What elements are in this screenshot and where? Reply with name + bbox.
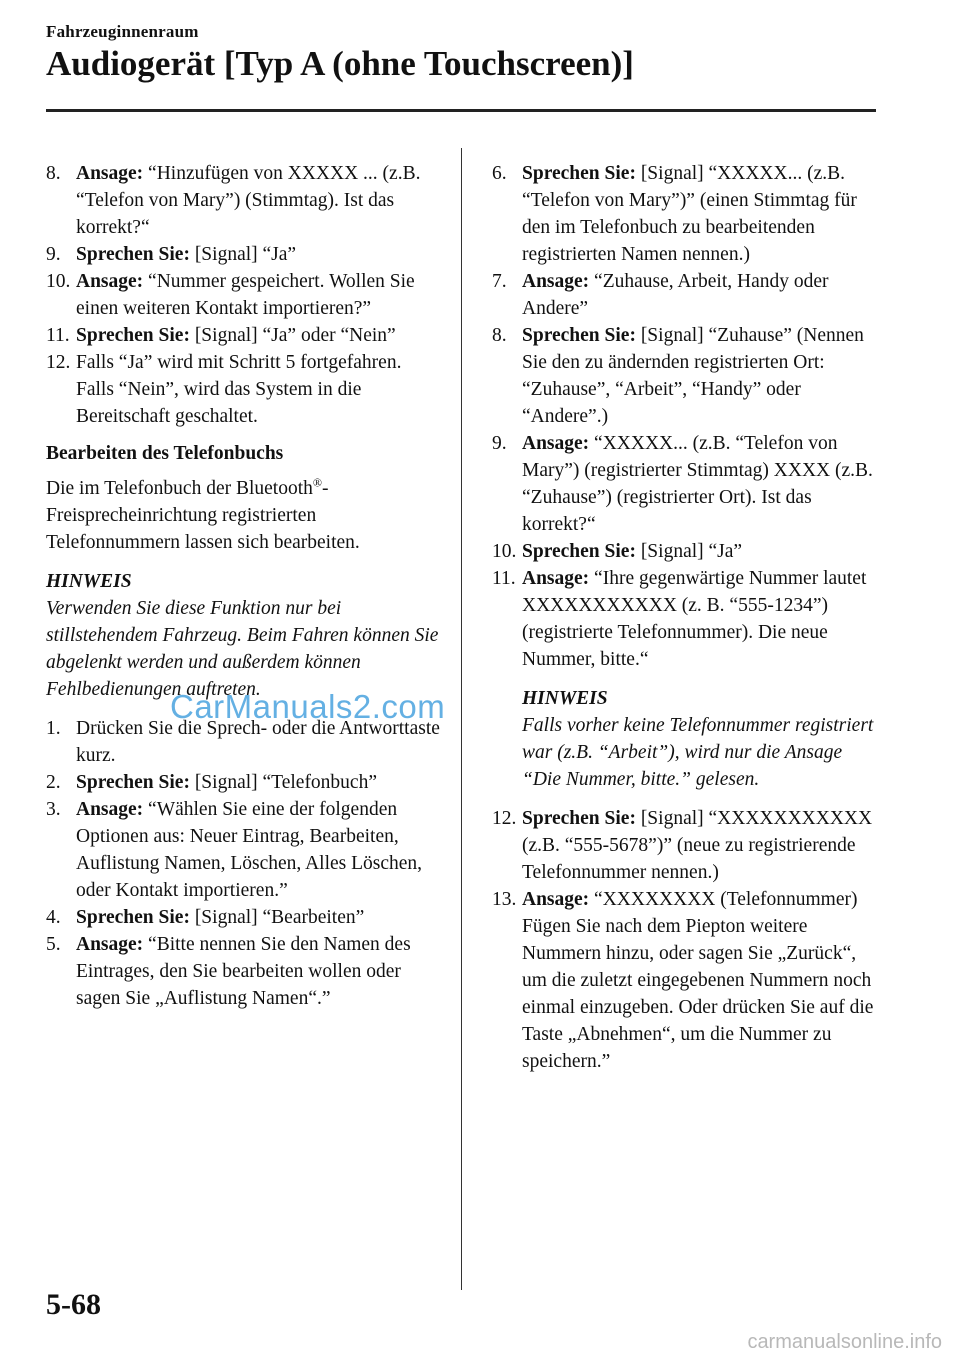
step-label: Sprechen Sie: <box>522 163 636 184</box>
step-number: 8. <box>46 163 61 184</box>
step-text: “Nummer gespeichert. Wollen Sie einen weiteren Kontakt importieren?” <box>76 271 415 319</box>
section-heading: Bearbeiten des Telefonbuchs <box>46 443 284 464</box>
step-text: “Bitte nennen Sie den Namen des Eintrages, den Sie bearbeiten wollen oder sagen Sie „Auflistung Namen“.” <box>76 934 411 1009</box>
column-divider <box>461 148 462 1290</box>
step-text: [Signal] “Zuhause” (Nennen Sie den zu ändernden registrierten Ort: “Zuhause”, “Arbeit”, “Handy” oder “Andere”.) <box>522 325 864 427</box>
step-list <box>46 160 446 430</box>
step-number: 12. <box>46 352 71 373</box>
step-list <box>492 805 882 1075</box>
footer-url: carmanualsonline.info <box>747 1331 942 1353</box>
step-item <box>46 769 446 796</box>
step-item <box>492 565 882 673</box>
step-number: 10. <box>46 271 71 292</box>
step-text: “XXXXX... (z.B. “Telefon von Mary”) (registrierter Stimmtag) XXXX (z.B. “Zuhause”) (registrierter Ort). Ist das korrekt?“ <box>522 433 873 535</box>
step-number: 8. <box>492 325 507 346</box>
step-number: 11. <box>492 568 516 589</box>
step-list <box>492 160 882 673</box>
step-label: Sprechen Sie: <box>522 541 636 562</box>
intro-paragraph <box>46 475 446 556</box>
step-number: 10. <box>492 541 517 562</box>
step-number: 3. <box>46 799 61 820</box>
note-text: Verwenden Sie diese Funktion nur bei stillstehendem Fahrzeug. Beim Fahren können Sie abgelenkt werden und außerdem können Fehlbedienungen auftreten. <box>46 598 439 700</box>
step-item <box>492 322 882 430</box>
step-number: 13. <box>492 889 517 910</box>
step-item <box>492 886 882 1075</box>
step-item <box>492 268 882 322</box>
step-extra-text: Falls “Nein”, wird das System in die Bereitschaft geschaltet. <box>76 379 362 427</box>
step-text: [Signal] “Ja” <box>635 541 743 562</box>
step-text: “Ihre gegenwärtige Nummer lautet XXXXXXXXXXX (z. B. “555-1234”) (registrierte Telefonnummer). Die neue Nummer, bitte.“ <box>522 568 867 670</box>
step-text: [Signal] “XXXXX... (z.B. “Telefon von Mary”)” (einen Stimmtag für den im Telefonbuch zu bearbeitenden registrierten Namen nennen.) <box>522 163 857 265</box>
step-item <box>46 322 446 349</box>
step-item <box>46 241 446 268</box>
step-label: Ansage: <box>522 433 590 454</box>
step-number: 1. <box>46 718 61 739</box>
step-label: Sprechen Sie: <box>522 808 636 829</box>
step-label: Sprechen Sie: <box>76 772 190 793</box>
step-label: Sprechen Sie: <box>76 244 190 265</box>
step-number: 9. <box>492 433 507 454</box>
page-title: Audiogerät [Typ A (ohne Touchscreen)] <box>46 44 634 83</box>
note-heading: HINWEIS <box>522 688 608 709</box>
step-text: [Signal] “XXXXXXXXXXX (z.B. “555-5678”)” (neue zu registrierende Telefonnummer nennen.) <box>522 808 873 883</box>
note-box <box>492 685 882 793</box>
step-label: Ansage: <box>76 163 144 184</box>
step-number: 5. <box>46 934 61 955</box>
step-number: 2. <box>46 772 61 793</box>
step-item <box>46 796 446 904</box>
step-label: Ansage: <box>76 799 144 820</box>
note-text: Falls vorher keine Telefonnummer registriert war (z.B. “Arbeit”), wird nur die Ansage “Die Nummer, bitte.” gelesen. <box>522 715 874 790</box>
step-text: [Signal] “Telefonbuch” <box>189 772 377 793</box>
step-number: 9. <box>46 244 61 265</box>
step-text: “XXXXXXXX (Telefonnummer) Fügen Sie nach dem Piepton weitere Nummern hinzu, oder sagen Sie „Zurück“, um die zuletzt eingegebenen Nummern noch einmal einzugeben. Oder drücken Sie auf die Taste „Abnehmen“, um die Nummer zu speichern.” <box>522 889 874 1072</box>
title-rule <box>46 109 876 112</box>
step-text: [Signal] “Bearbeiten” <box>189 907 365 928</box>
step-item <box>492 160 882 268</box>
step-label: Ansage: <box>76 934 144 955</box>
step-number: 11. <box>46 325 70 346</box>
note-heading: HINWEIS <box>46 571 132 592</box>
section-label: Fahrzeuginnenraum <box>46 22 199 41</box>
step-item <box>46 349 446 430</box>
note-box <box>46 568 446 703</box>
step-item <box>492 430 882 538</box>
step-label: Ansage: <box>76 271 144 292</box>
step-number: 6. <box>492 163 507 184</box>
step-item <box>492 805 882 886</box>
step-item <box>492 538 882 565</box>
step-list <box>46 715 446 1012</box>
step-text: Drücken Sie die Sprech- oder die Antworttaste kurz. <box>76 718 440 766</box>
step-text: “Hinzufügen von XXXXX ... (z.B. “Telefon von Mary”) (Stimmtag). Ist das korrekt?“ <box>76 163 421 238</box>
paragraph-text: -Freisprecheinrichtung registrierten Telefonnummern lassen sich bearbeiten. <box>46 478 360 553</box>
step-number: 7. <box>492 271 507 292</box>
step-text: “Zuhause, Arbeit, Handy oder Andere” <box>522 271 829 319</box>
step-number: 4. <box>46 907 61 928</box>
step-label: Sprechen Sie: <box>76 325 190 346</box>
left-column <box>46 160 446 1012</box>
page-number: 5-68 <box>46 1288 101 1321</box>
step-number: 12. <box>492 808 517 829</box>
step-text: Falls “Ja” wird mit Schritt 5 fortgefahren. <box>76 352 402 373</box>
step-text: [Signal] “Ja” <box>189 244 297 265</box>
step-label: Ansage: <box>522 271 590 292</box>
paragraph-text: Die im Telefonbuch der Bluetooth <box>46 478 313 499</box>
step-item <box>46 268 446 322</box>
step-item <box>46 931 446 1012</box>
right-column <box>492 160 882 1075</box>
step-label: Sprechen Sie: <box>76 907 190 928</box>
registered-mark: ® <box>312 475 323 490</box>
step-label: Sprechen Sie: <box>522 325 636 346</box>
step-item <box>46 160 446 241</box>
step-text: “Wählen Sie eine der folgenden Optionen aus: Neuer Eintrag, Bearbeiten, Auflistung Namen, Löschen, Alles Löschen, oder Kontakt importieren.” <box>76 799 423 901</box>
watermark-logo: CarManuals2.com <box>170 688 446 725</box>
step-label: Ansage: <box>522 568 590 589</box>
step-text: [Signal] “Ja” oder “Nein” <box>189 325 396 346</box>
step-label: Ansage: <box>522 889 590 910</box>
step-item <box>46 904 446 931</box>
